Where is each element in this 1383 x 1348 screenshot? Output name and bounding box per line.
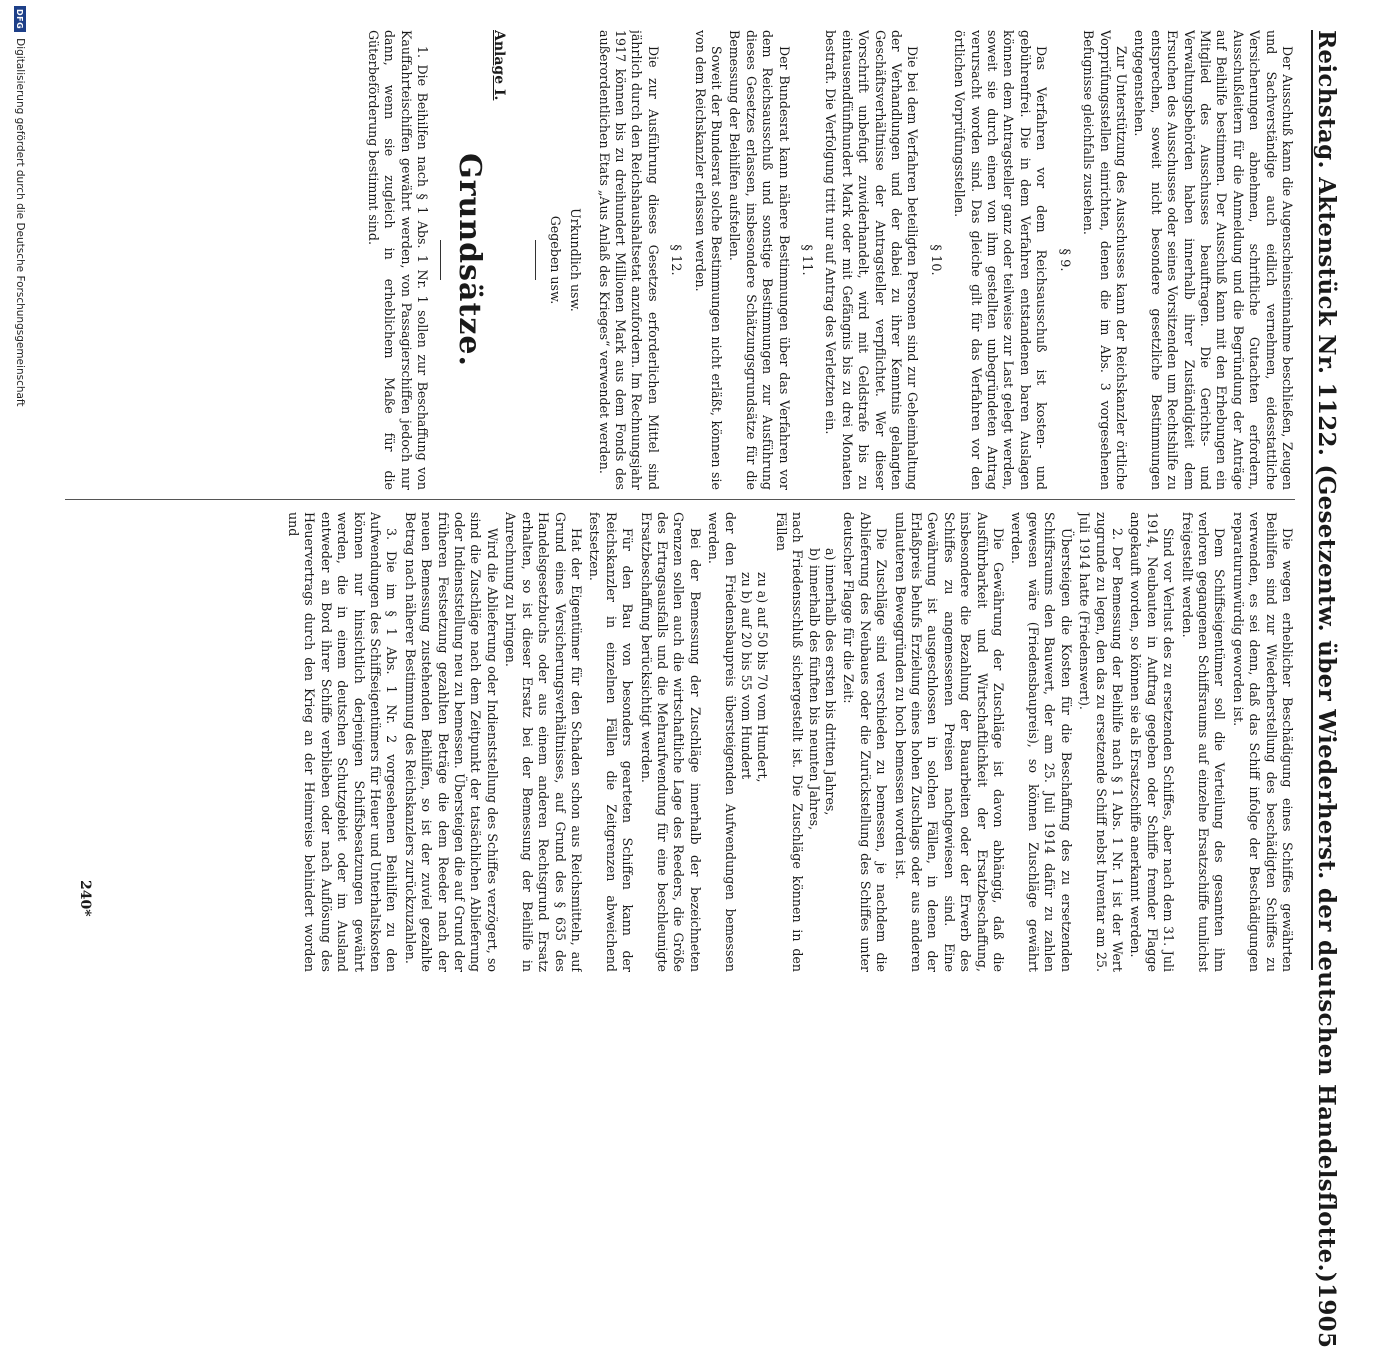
header-title: Reichstag. Aktenstück Nr. 1122. (Gesetzentw. über Wiederherst. der deutschen Handelsflotte.) <box>1313 30 1340 1284</box>
sheet-number: 240* <box>77 880 93 917</box>
dfg-logo-icon: DFG <box>14 6 26 32</box>
paragraph: Übersteigen die Kosten für die Beschaffung des zu ersetzenden Schiffsraums den Bauwert, der am 25. Juli 1914 dafür zu zahlen gewesen wäre (Friedensbaupreis), so können Zuschläge gewährt werden. <box>1009 512 1074 972</box>
section-heading-12: § 12. <box>668 244 684 276</box>
appendix-title: Grundsätze. <box>451 153 487 367</box>
section-heading-10: § 10. <box>927 244 943 276</box>
paragraph: nach Friedensschluß sichergestellt ist. Die Zuschläge können in den Fällen <box>773 512 806 972</box>
paragraph: Die Gewährung der Zuschläge ist davon abhängig, daß die Ausführbarkeit und Wirtschaftlichkeit der Ersatzbeschaffung, insbesondere die Bezahlung der Bauarbeiten oder der Erwerb des Schiffes zu angemessenen Preisen nachgewiesen sind. Eine Gewährung ist ausgeschlossen in solchen Fällen, in denen der Erlaßpreis behufs Erzielung eines hohen Zuschlags oder aus anderen unlauteren Beweggründen zu hoch bemessen worden ist. <box>892 512 1007 972</box>
paragraph: Das Verfahren vor dem Reichsausschuß ist kosten- und gebührenfrei. Die in dem Verfahren entstandenen baren Auslagen können dem Antragsteller ganz oder teilweise zur Last gelegt werden, soweit sie durch einen von ihm gestellten unbegründeten Antrag verursacht worden sind. Das gleiche gilt für das Verfahren vor den örtlichen Vorprüfungsstellen. <box>952 30 1050 490</box>
left-column <box>45 30 1295 490</box>
paragraph: 3. Die im § 1 Abs. 1 Nr. 2 vorgesehenen Beihilfen zu den Aufwendungen des Schiffseigentümers für Heuer und Unterhaltskosten können nur hinsichtlich derjenigen Schiffsbesatzungen gewährt werden, die in einem deutschen Schutzgebiet oder im Ausland entweder an Bord ihrer Schiffe verblieben oder nach Auflösung des Heuervertrags durch den Krieg an der Heimreise behindert worden und <box>286 512 400 972</box>
section-heading-11: § 11. <box>799 244 815 276</box>
section-heading-9: § 9. <box>1056 248 1072 272</box>
paragraph: Die wegen erheblicher Beschädigung eines Schiffes gewährten Beihilfen sind zur Wiederherstellung des beschädigten Schiffes zu verwenden, es sei denn, daß das Schiff infolge der Beschädigungen reparaturunwürdig geworden ist. <box>1230 512 1295 972</box>
closing-formula-1: Urkundlich usw. <box>568 208 584 312</box>
header-page-number: 1905 <box>1313 1283 1340 1348</box>
paragraph: Die Zuschläge sind verschieden zu bemessen, je nachdem die Ablieferung des Neubaues oder die Zurückstellung des Schiffes unter deutscher Flagge für die Zeit: <box>841 512 890 972</box>
right-column <box>45 512 1295 972</box>
paragraph: Die zur Ausführung dieses Gesetzes erforderlichen Mittel sind jährlich durch den Reichshaushaltsetat anzufordern. Im Rechnungsjahr 1917 können bis zu dreihundert Millionen Mark aus dem Fonds des außerordentlichen Etats „Aus Anlaß des Krieges“ verwendet werden. <box>596 30 661 490</box>
digitization-credit <box>0 0 40 1006</box>
list-item: zu a) auf 50 bis 70 vom Hundert, <box>755 572 771 783</box>
appendix-label: Anlage I. <box>491 30 508 101</box>
credit-text: Digitalisierung gefördert durch die Deutsche Forschungsgemeinschaft <box>14 38 26 407</box>
paragraph: Wird die Ablieferung oder Indienststellung des Schiffes verzögert, so sind die Zuschläge nach dem Zeitpunkt der tatsächlichen Ablieferung oder Indienststellung neu zu bemessen. Übersteigen die auf Grund der früheren Festsetzung gezahlten Beträge die dem Reeder nach der neuen Bemessung zustehenden Beihilfen, so ist der zuviel gezahlte Betrag nach näherer Bestimmung des Reichskanzlers zurückzuzahlen. <box>402 512 500 972</box>
paragraph: 1. Die Beihilfen nach § 1 Abs. 1 Nr. 1 sollen zur Beschaffung von Kauffahrteischiffen gewährt werden, von Passagierschiffen jedoch nur dann, wenn sie zugleich in erheblichem Maße für die Güterbeförderung bestimmt sind. <box>365 30 430 490</box>
paragraph: Die bei dem Verfahren beteiligten Personen sind zur Geheimhaltung der Verhandlungen und der dabei zu ihrer Kenntnis gelangten Geschäftsverhältnisse der Antragsteller verpflichtet. Wer dieser Vorschrift unbefugt zuwiderhandelt, wird mit Geldstrafe bis zu eintausendfünfhundert Mark oder mit Gefängnis bis zu drei Monaten bestraft. Die Verfolgung tritt nur auf Antrag des Verletzten ein. <box>823 30 921 490</box>
column-divider <box>65 499 1295 500</box>
divider-rule <box>440 240 441 280</box>
list-item: b) innerhalb des fünften bis neunten Jahres, <box>806 548 822 831</box>
paragraph: Zur Unterstützung des Ausschusses kann der Reichskanzler örtliche Vorprüfungsstellen einrichten, denen die im Abs. 3 vorgesehenen Befugnisse gleichfalls zustehen. <box>1081 30 1129 490</box>
paragraph: der den Friedensbaupreis übersteigenden Aufwendungen bemessen werden. <box>706 512 738 972</box>
paragraph: Der Ausschuß kann die Augenscheinseinnahme beschließen, Zeugen und Sachverständige auch eidlich vernehmen, eidesstattliche Versicherungen abnehmen, schriftliche Gutachten erfordern, Ausschußleitern für die Anmeldung und die Begründung der Anträge auf Beihilfe bestimmen. Der Ausschuß kann mit den Erhebungen ein Mitglied des Ausschusses beauftragen. Die Gerichts- und Verwaltungsbehörden haben innerhalb ihrer Zuständigkeit dem Ersuchen des Ausschusses oder seines Vorsitzenden um Rechtshilfe zu entsprechen, soweit nicht besondere gesetzliche Bestimmungen entgegenstehen. <box>1132 30 1295 490</box>
paragraph: 2. Der Bemessung der Beihilfe nach § 1 Abs. 1 Nr. 1 ist der Wert zugrunde zu legen, den das zu ersetzende Schiff nebst Inventar am 25. Juli 1914 hatte (Friedenswert). <box>1077 512 1125 972</box>
divider-rule <box>535 240 536 280</box>
paragraph: Soweit der Bundesrat solche Bestimmungen nicht erläßt, können sie von dem Reichskanzler erlassen werden. <box>692 30 724 490</box>
paragraph: Für den Bau von besonders gearteten Schiffen kann der Reichskanzler in einzelnen Fällen die Zeitgrenzen abweichend festsetzen. <box>587 512 636 972</box>
page-header <box>1311 30 1353 1348</box>
paragraph: Der Bundesrat kann nähere Bestimmungen über das Verfahren vor dem Reichsausschuß und sonstige Bestimmungen zur Ausführung dieses Gesetzes erlassen, insbesondere Schätzungsgrundsätze für die Bemessung der Beihilfen aufstellen. <box>727 30 792 490</box>
paragraph: Sind vor Verlust des zu ersetzenden Schiffes, aber nach dem 31. Juli 1914, Neubauten in Auftrag gegeben oder Schiffe fremder Flagge angekauft worden, so können sie als Ersatzschiffe anerkannt werden. <box>1128 512 1177 972</box>
list-item: zu b) auf 20 bis 55 vom Hundert <box>739 572 754 780</box>
closing-formula-2: Gegeben usw. <box>547 215 563 305</box>
list-item: a) innerhalb des ersten bis dritten Jahres, <box>823 548 839 816</box>
paragraph: Dem Schiffseigentümer soll die Verteilung des gesamten ihm verloren gegangenen Schiffsraums auf einzelne Ersatzschiffe tunlichst freigestellt werden. <box>1179 512 1228 972</box>
paragraph: Hat der Eigentümer für den Schaden schon aus Reichsmitteln, auf Grund eines Versicherungsverhältnisses, auf Grund des § 635 des Handelsgesetzbuchs oder aus einem anderen Rechtsgrund Ersatz erhalten, so ist dieser Ersatz bei der Bemessung der Beihilfe in Anrechnung zu bringen. <box>503 512 584 972</box>
paragraph: Bei der Bemessung der Zuschläge innerhalb der bezeichneten Grenzen sollen auch die wirtschaftliche Lage des Reeders, die Größe des Ertragsausfalls und die Mehraufwendung für eine beschleunigte Ersatzbeschaffung berücksichtigt werden. <box>638 512 703 972</box>
